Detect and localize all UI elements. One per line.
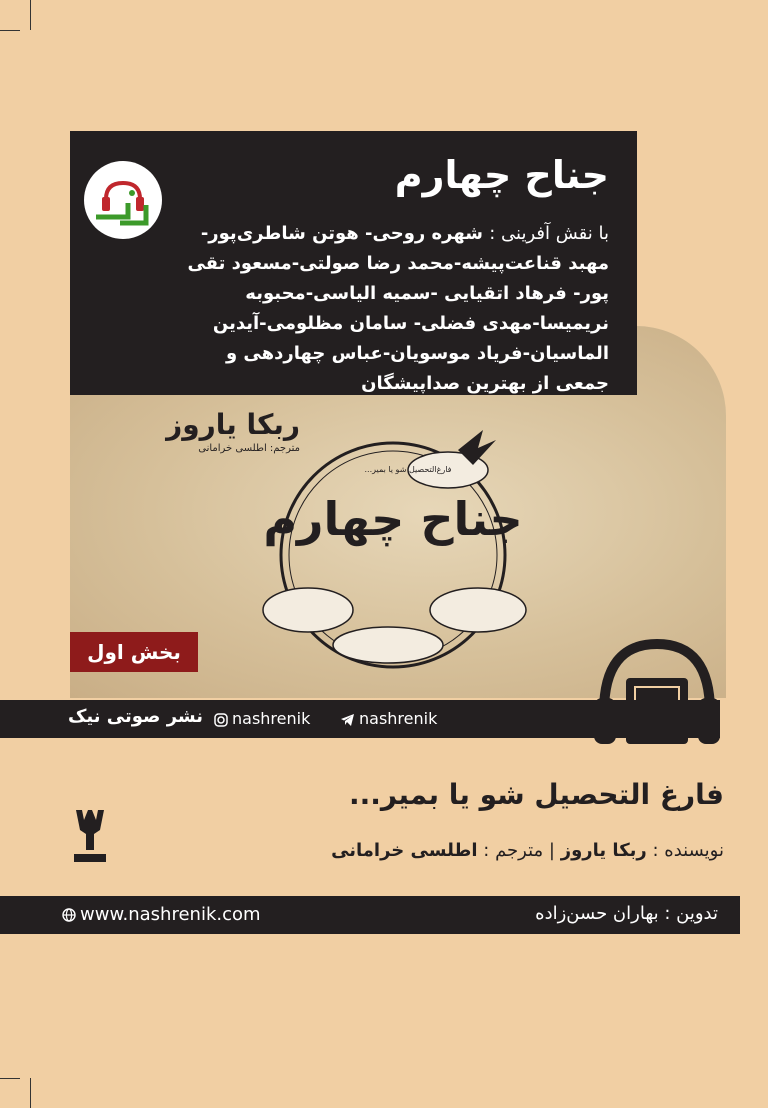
crop-mark bbox=[30, 0, 31, 30]
part-badge: بخش اول bbox=[70, 632, 198, 672]
globe-icon bbox=[62, 908, 76, 922]
editor-credit: تدوین : بهاران حسن‌زاده bbox=[535, 903, 718, 924]
instagram-icon bbox=[214, 713, 228, 727]
instagram-handle[interactable] bbox=[214, 709, 310, 728]
telegram-handle[interactable] bbox=[340, 709, 437, 728]
telegram-text: nashrenik bbox=[359, 709, 438, 728]
cast-lead: با نقش آفرینی : bbox=[489, 223, 609, 244]
footer-bar bbox=[0, 896, 740, 934]
nik-logo-icon bbox=[84, 161, 162, 239]
cast-names: شهره روحی- هوتن شاطری‌پور- مهبد قناعت‌پیشه-محمد رضا صولتی-مسعود تقی پور- فرهاد اتقیایی -سمیه الیاسی-محبوبه نریمیسا-مهدی فضلی- سامان مظلومی-آیدین الماسیان-فریاد موسویان-عباس چهاردهی و جمعی از بهترین صداپیشگان bbox=[187, 223, 609, 394]
website-link[interactable] bbox=[62, 904, 261, 925]
credits-separator: | bbox=[548, 840, 555, 861]
cover-emblem bbox=[238, 430, 548, 680]
crop-mark bbox=[30, 1078, 31, 1108]
credits-line bbox=[331, 840, 724, 861]
author-name: ربکا یاروز bbox=[560, 840, 647, 861]
page-title: جناح چهارم bbox=[394, 153, 609, 197]
emblem-subtitle: فارغ‌التحصیل شو یا بمیر... bbox=[364, 465, 452, 474]
instagram-text: nashrenik bbox=[232, 709, 311, 728]
telegram-icon bbox=[340, 713, 355, 727]
nik-logo bbox=[84, 161, 162, 239]
info-box bbox=[70, 131, 637, 395]
social-bar bbox=[0, 700, 720, 738]
emblem-title: جناح چهارم bbox=[263, 492, 523, 546]
cast-list bbox=[179, 219, 609, 399]
book-subtitle: فارغ التحصیل شو یا بمیر... bbox=[349, 778, 724, 811]
crop-mark bbox=[0, 30, 20, 31]
translator-name: اطلسی خرامانی bbox=[331, 840, 478, 861]
publisher-logo bbox=[68, 806, 112, 866]
website-text: www.nashrenik.com bbox=[80, 904, 261, 925]
translator-label: مترجم : bbox=[483, 840, 544, 861]
cover-translator: مترجم: اطلسی خرامانی bbox=[198, 443, 300, 454]
author-label: نویسنده : bbox=[652, 840, 724, 861]
crop-mark bbox=[0, 1078, 20, 1079]
cover-author-name: ربکا یاروز bbox=[166, 408, 300, 441]
publisher-name: نشر صوتی نیک bbox=[68, 706, 203, 727]
